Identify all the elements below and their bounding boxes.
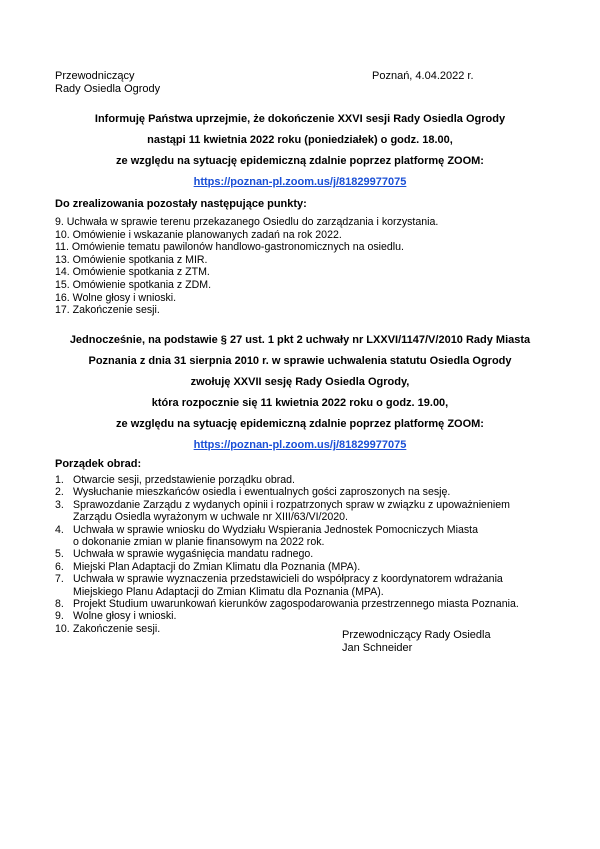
remaining-items-heading: Do zrealizowania pozostały następujące punkty: [55,198,307,210]
announcement-line: nastąpi 11 kwietnia 2022 roku (poniedziałek) o godz. 18.00, [147,134,453,146]
agenda-list [55,474,553,635]
agenda-item-text: Uchwała w sprawie wygaśnięcia mandatu radnego. [73,548,314,561]
agenda-item-text: Wolne głosy i wnioski. [73,610,177,623]
agenda-item-continuation [55,536,553,548]
agenda-item [55,486,553,498]
convocation-line: Poznania z dnia 31 sierpnia 2010 r. w sprawie uchwalenia statutu Osiedla Ogrody [88,355,512,367]
agenda-item-number: 3. [55,498,64,511]
agenda-item-text: Zakończenie sesji. [73,622,161,635]
list-item: 17. Zakończenie sesji. [55,304,160,317]
agenda-item-number: 7. [55,573,64,586]
agenda-item-text: Miejskiego Planu Adaptacji do Zmian Klimatu dla Poznania (MPA). [73,585,384,598]
announcement-line: ze względu na sytuację epidemiczną zdalnie poprzez platformę ZOOM: [116,155,484,167]
signature-title: Przewodniczący Rady Osiedla [342,629,491,641]
convocation-line: Jednocześnie, na podstawie § 27 ust. 1 pkt 2 uchwały nr LXXVI/1147/V/2010 Rady Miasta [69,334,531,346]
convocation-block [40,330,560,456]
signature-block [342,629,491,655]
agenda-item [55,499,553,511]
list-item: 11. Omówienie tematu pawilonów handlowo-gastronomicznych na osiedlu. [55,241,404,254]
agenda-heading: Porządek obrad: [55,458,142,470]
agenda-item-continuation [55,586,553,598]
signature-name: Jan Schneider [342,642,413,654]
agenda-item-text: Uchwała w sprawie wniosku do Wydziału Wspierania Jednostek Pomocniczych Miasta [73,523,478,536]
agenda-item-number: 2. [55,486,64,499]
agenda-item [55,548,553,560]
agenda-item-text: Otwarcie sesji, przedstawienie porządku obrad. [73,474,295,486]
agenda-item [55,573,553,585]
agenda-item-text: Miejski Plan Adaptacji do Zmian Klimatu dla Poznania (MPA). [73,560,361,573]
agenda-item-number: 5. [55,548,64,561]
list-item: 13. Omówienie spotkania z MIR. [55,253,208,266]
zoom-link[interactable]: https://poznan-pl.zoom.us/j/81829977075 [193,439,407,451]
zoom-link[interactable]: https://poznan-pl.zoom.us/j/81829977075 [193,176,407,188]
list-item: 16. Wolne głosy i wnioski. [55,291,177,304]
list-item: 15. Omówienie spotkania z ZDM. [55,278,212,291]
agenda-item-text: Wysłuchanie mieszkańców osiedla i ewentualnych gości zaproszonych na sesję. [73,486,451,499]
agenda-item-number: 9. [55,610,64,623]
list-item: 10. Omówienie i wskazanie planowanych zadań na rok 2022. [55,228,342,241]
convocation-line: ze względu na sytuację epidemiczną zdalnie poprzez platformę ZOOM: [116,418,484,430]
remaining-items-list [55,216,555,317]
convocation-line: zwołuję XXVII sesję Rady Osiedla Ogrody, [190,376,410,388]
agenda-item-text: Sprawozdanie Zarządu z wydanych opinii i rozpatrzonych spraw w związku z upoważnieniem [73,498,510,511]
place-date: Poznań, 4.04.2022 r. [372,70,474,82]
agenda-item-number: 4. [55,523,64,536]
list-item: 14. Omówienie spotkania z ZTM. [55,266,210,279]
sender-organization: Rady Osiedla Ogrody [55,83,161,95]
agenda-item [55,598,553,610]
announcement-line: Informuję Państwa uprzejmie, że dokończenie XXVI sesji Rady Osiedla Ogrody [94,113,506,125]
list-item: 9. Uchwała w sprawie terenu przekazanego Osiedlu do zarządzania i korzystania. [55,216,439,228]
agenda-item [55,610,553,622]
agenda-item-number: 1. [55,474,64,486]
agenda-item-number: 6. [55,560,64,573]
agenda-item-text: o dokonanie zmian w planie finansowym na 2022 rok. [73,536,325,549]
agenda-item-text: Projekt Studium uwarunkowań kierunków zagospodarowania przestrzennego miasta Poznania. [73,598,519,611]
agenda-item-continuation [55,511,553,523]
sender-title: Przewodniczący [55,70,135,82]
agenda-item [55,474,553,486]
agenda-item-text: Uchwała w sprawie wyznaczenia przedstawicieli do współpracy z koordynatorem wdrażania [73,573,503,586]
agenda-item [55,524,553,536]
convocation-line: która rozpocznie się 11 kwietnia 2022 roku o godz. 19.00, [151,397,449,409]
announcement-block [40,109,560,193]
agenda-item [55,561,553,573]
agenda-item-number: 8. [55,598,64,611]
sender-block [55,70,160,96]
agenda-item-text: Zarządu Osiedla wyrażonym w uchwale nr XIII/63/VI/2020. [73,511,348,524]
agenda-item-number: 10. [55,622,70,635]
